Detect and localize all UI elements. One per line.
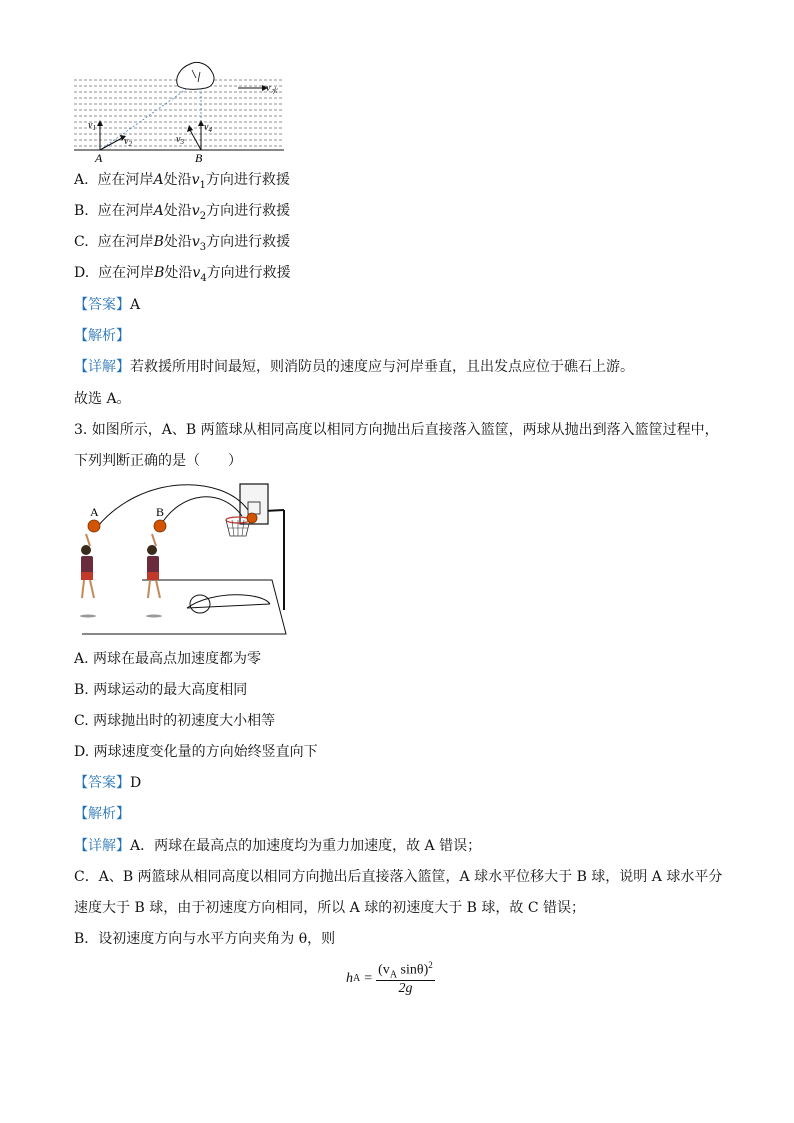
q3-stem-line2: 下列判断正确的是（ ）	[74, 453, 242, 469]
river-diagram	[70, 58, 290, 168]
q2-conclusion: 故选 A。	[74, 391, 131, 407]
q3-option-a: A. 两球在最高点加速度都为零	[74, 651, 262, 667]
q3-option-c: C. 两球抛出时的初速度大小相等	[74, 713, 276, 729]
point-a-label: A	[95, 151, 103, 165]
v1-label: $v_1$	[88, 120, 96, 132]
ball-a-label: A	[90, 505, 99, 519]
ball-a	[88, 520, 100, 532]
q2-analysis-tag: 【解析】	[74, 328, 130, 344]
q2-answer: 【答案】A	[74, 297, 141, 313]
q3-option-b: B. 两球运动的最大高度相同	[74, 682, 248, 698]
q2-option-c: C. 应在河岸B处沿$v_3$方向进行救援	[74, 234, 291, 253]
q3-detail-c2: 速度大于 B 球，由于初速度方向相同，所以 A 球的初速度大于 B 球，故 C 错误；	[74, 900, 585, 916]
v-water-label: $v_水$	[266, 83, 278, 95]
height-formula: h A = $\frac{(v_A \sin\theta)^2}{2g}$	[346, 960, 433, 997]
q3-option-d: D. 两球速度变化量的方向始终竖直向下	[74, 744, 318, 760]
v4-label: $v_4$	[204, 122, 212, 134]
q3-detail-b: B．设初速度方向与水平方向夹角为 θ，则	[74, 931, 336, 947]
q3-analysis-tag: 【解析】	[74, 806, 130, 822]
q3-answer: 【答案】D	[74, 775, 142, 791]
player-b-figure	[146, 534, 162, 618]
q2-option-b: B. 应在河岸A处沿$v_2$方向进行救援	[74, 203, 291, 222]
q2-option-a: A. 应在河岸A处沿$v_1$方向进行救援	[74, 172, 290, 191]
player-a-figure	[80, 534, 96, 618]
point-b-label: B	[195, 151, 203, 165]
basketball-diagram	[72, 480, 292, 638]
v2-label: $v_2$	[124, 136, 132, 148]
ball-b	[154, 520, 166, 532]
v3-label: $v_3$	[176, 134, 184, 146]
q3-detail-a: 【详解】A．两球在最高点的加速度均为重力加速度，故 A 错误；	[74, 838, 482, 854]
q3-detail-c1: C．A、B 两篮球从相同高度以相同方向抛出后直接落入篮筐，A 球水平位移大于 B 球，说明 A 球水平分	[74, 869, 723, 885]
ball-b-label: B	[156, 505, 165, 519]
q3-stem-line1: 3. 如图所示，A、B 两篮球从相同高度以相同方向抛出后直接落入篮筐，两球从抛出到落入篮筐过程中，	[74, 422, 719, 438]
q2-option-d: D. 应在河岸B处沿$v_4$方向进行救援	[74, 265, 291, 284]
q2-detail: 【详解】若救援所用时间最短，则消防员的速度应与河岸垂直，且出发点应位于礁石上游。	[74, 359, 634, 375]
